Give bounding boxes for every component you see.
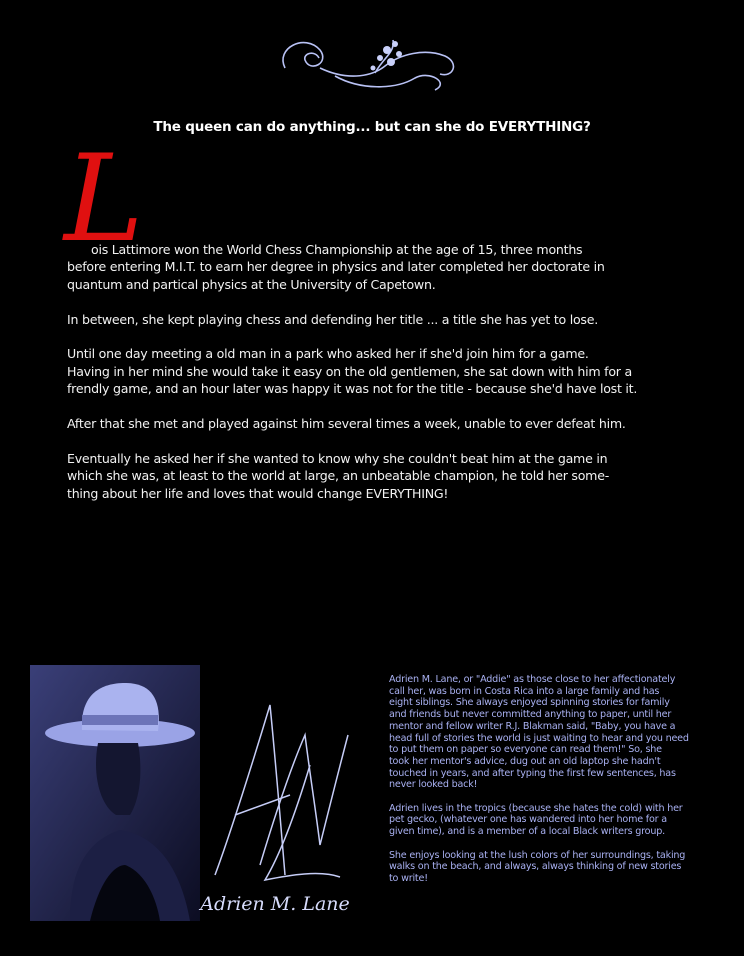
text-line: walks on the beach, and always, always thinking of new stories bbox=[389, 861, 682, 873]
paragraph bbox=[67, 345, 707, 397]
book-blurb bbox=[67, 241, 707, 519]
paragraph bbox=[67, 450, 707, 502]
text-line: frendly game, and an hour later was happy it was not for the title - because she'd have lost it. bbox=[67, 381, 638, 397]
text-line: ois Lattimore won the World Chess Championship at the age of 15, three months bbox=[91, 242, 583, 257]
text-line: thing about her life and loves that would change EVERYTHING! bbox=[67, 485, 449, 501]
text-line: to put them on paper so everyone can read them!" So, she bbox=[389, 744, 662, 756]
author-photo bbox=[30, 665, 370, 921]
flourish-ornament-icon bbox=[275, 28, 465, 100]
tagline: The queen can do anything... but can she do EVERYTHING? bbox=[153, 119, 591, 135]
text-line: quantum and partical physics at the University of Capetown. bbox=[67, 276, 436, 292]
author-signature: Adrien M. Lane bbox=[200, 893, 350, 915]
text-line: eight siblings. She always enjoyed spinning stories for family bbox=[389, 697, 670, 709]
paragraph bbox=[389, 850, 719, 885]
text-line: Adrien M. Lane, or "Addie" as those close to her affectionately bbox=[389, 674, 676, 685]
text-line: Adrien lives in the tropics (because she hates the cold) with her bbox=[389, 802, 683, 814]
text-line: never looked back! bbox=[389, 779, 478, 791]
paragraph bbox=[67, 241, 707, 293]
text-line: Eventually he asked her if she wanted to know why she couldn't beat him at the game in bbox=[67, 450, 608, 466]
paragraph bbox=[389, 674, 719, 791]
text-line: call her, was born in Costa Rica into a large family and has bbox=[389, 685, 660, 697]
text-line: Having in her mind she would take it easy on the old gentlemen, she sat down with him for a bbox=[67, 363, 632, 379]
text-line: touched in years, and after typing the first few sentences, has bbox=[389, 767, 676, 779]
paragraph bbox=[67, 311, 707, 328]
text-line: which she was, at least to the world at large, an unbeatable champion, he told her some- bbox=[67, 468, 609, 484]
text-line: took her mentor's advice, dug out an old laptop she hadn't bbox=[389, 755, 661, 767]
text-line: mentor and fellow writer R.J. Blakman said, "Baby, you have a bbox=[389, 720, 676, 732]
drop-cap: L bbox=[64, 130, 144, 269]
text-line: In between, she kept playing chess and defending her title ... a title she has yet to lose. bbox=[67, 311, 598, 327]
paragraph bbox=[389, 803, 719, 838]
text-line: Until one day meeting a old man in a park who asked her if she'd join him for a game. bbox=[67, 346, 589, 362]
monogram-aml bbox=[215, 705, 348, 880]
author-bio bbox=[389, 674, 719, 896]
text-line: head full of stories the world is just waiting to hear and you need bbox=[389, 732, 689, 744]
paragraph bbox=[67, 415, 707, 432]
text-line: pet gecko, (whatever one has wandered into her home for a bbox=[389, 814, 667, 826]
text-line: before entering M.I.T. to earn her degree in physics and later completed her doctorate in bbox=[67, 259, 605, 275]
text-line: given time), and is a member of a local Black writers group. bbox=[389, 826, 665, 838]
text-line: to write! bbox=[389, 872, 428, 884]
text-line: and friends but never committed anything to paper, until her bbox=[389, 709, 672, 721]
text-line: She enjoys looking at the lush colors of her surroundings, taking bbox=[389, 849, 686, 861]
text-line: After that she met and played against him several times a week, unable to ever defeat him. bbox=[67, 416, 626, 432]
